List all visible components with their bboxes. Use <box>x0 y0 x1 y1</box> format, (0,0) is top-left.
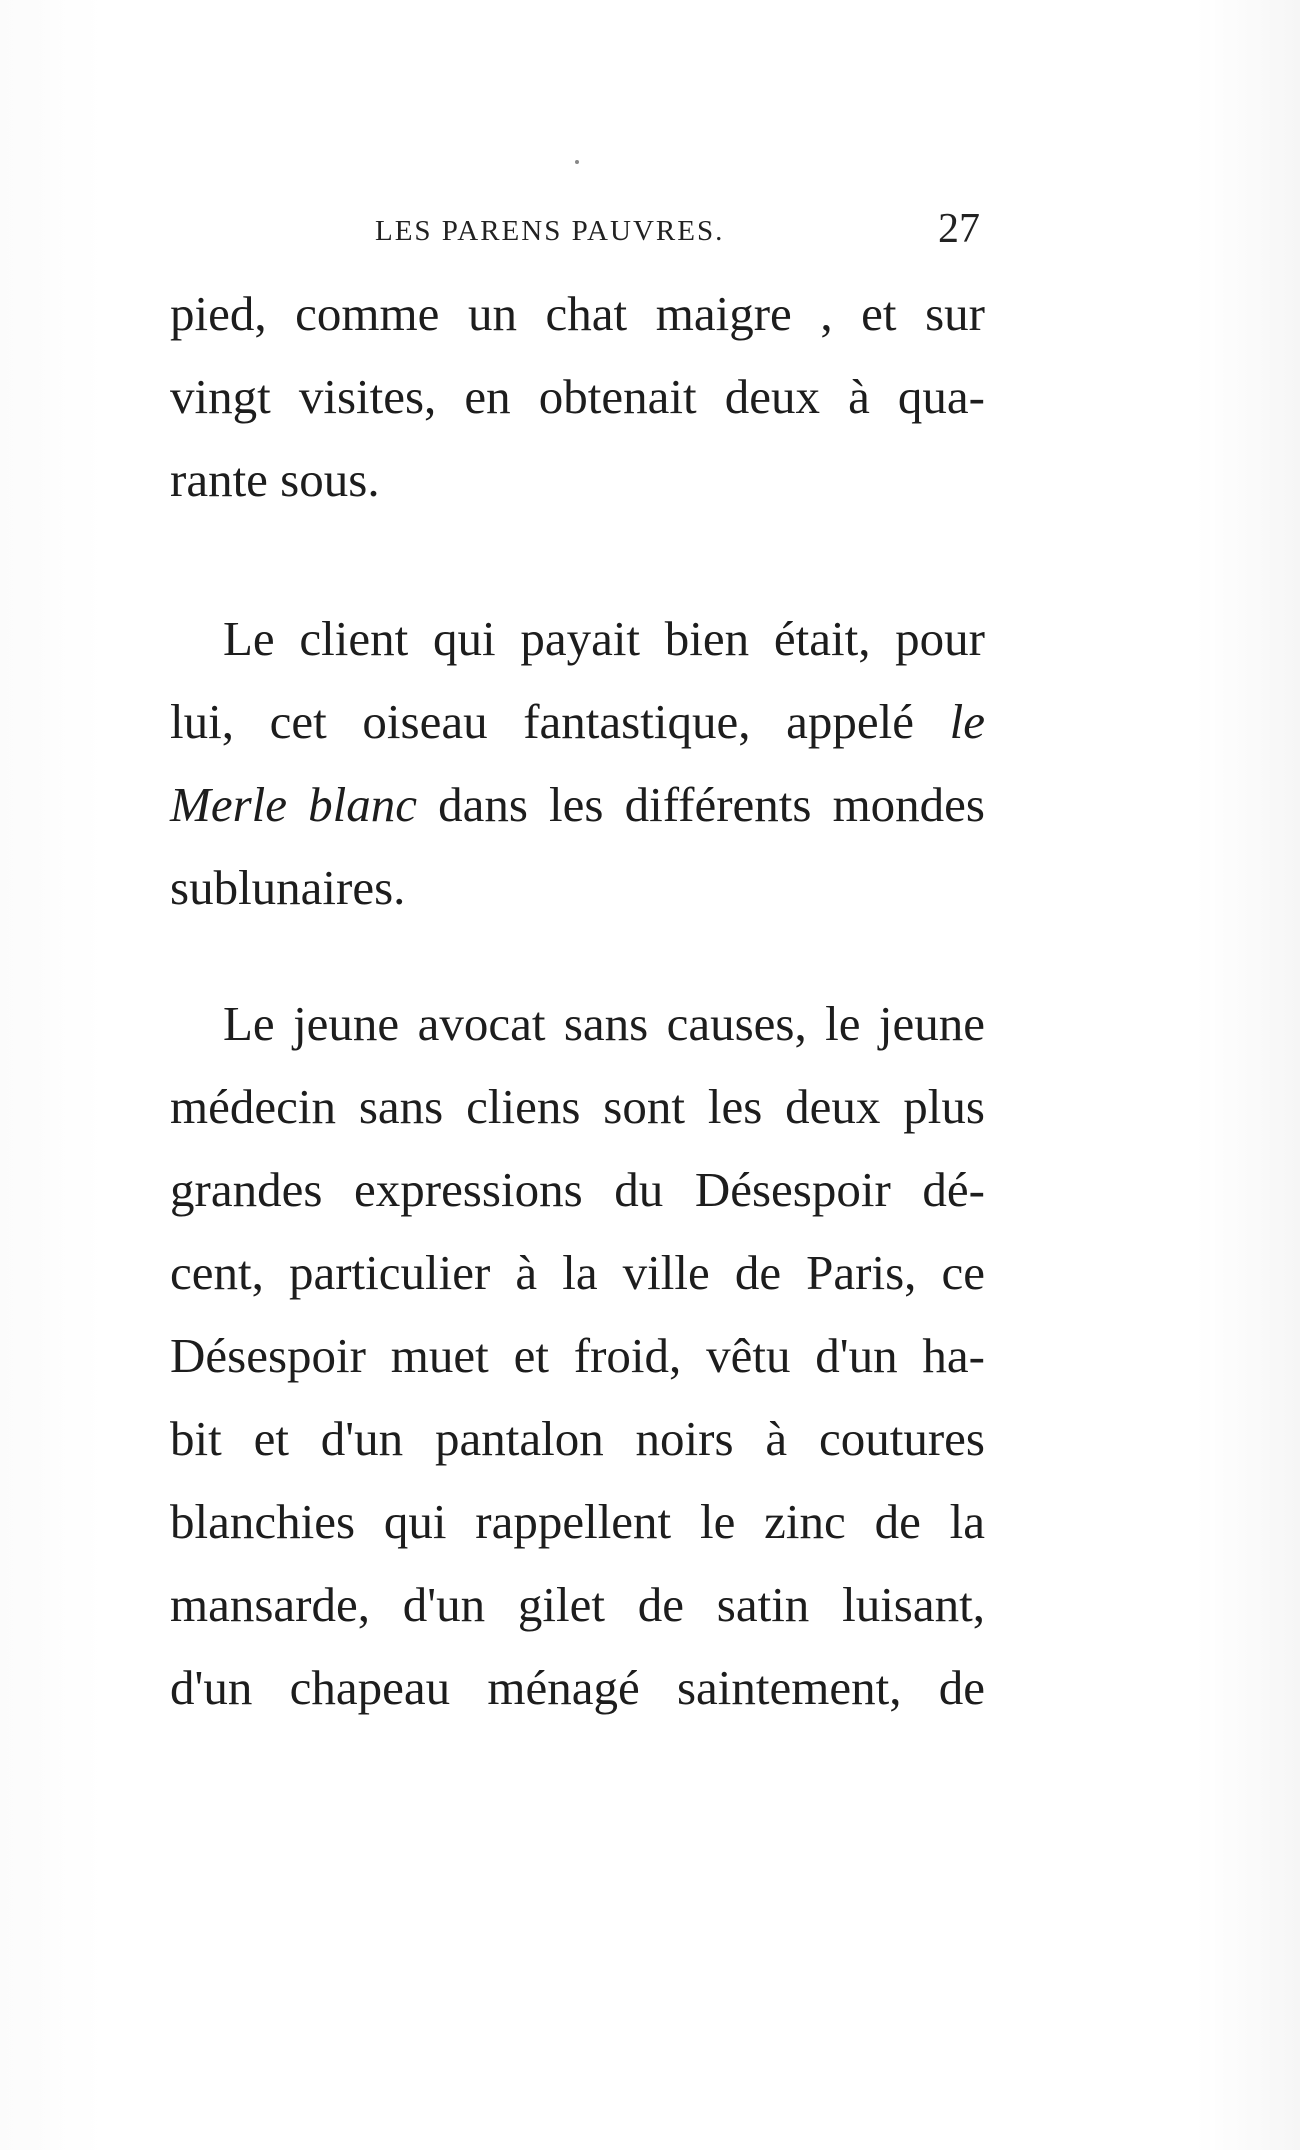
text-line: Le client qui payait bien était, pour <box>223 611 985 666</box>
text-line: mansarde, d'un gilet de satin luisant, <box>170 1577 985 1632</box>
paragraph-3 <box>170 982 985 1729</box>
text-line: sublunaires. <box>170 860 406 915</box>
page-number: 27 <box>938 206 980 252</box>
paragraph-1 <box>170 272 985 521</box>
text-line: Désespoir muet et froid, vêtu d'un ha- <box>170 1328 985 1383</box>
text-line: d'un chapeau ménagé saintement, de <box>170 1660 985 1715</box>
paragraph-2 <box>170 597 985 929</box>
text-line: grandes expressions du Désespoir dé- <box>170 1162 985 1217</box>
italic-text: Merle blanc <box>170 777 417 832</box>
text-line: blanchies qui rappellent le zinc de la <box>170 1494 985 1549</box>
text-line <box>170 763 985 846</box>
page-header <box>170 205 980 265</box>
text-line: pied, comme un chat maigre , et sur <box>170 286 985 341</box>
text-line: médecin sans cliens sont les deux plus <box>170 1079 985 1134</box>
text-line: bit et d'un pantalon noirs à coutures <box>170 1411 985 1466</box>
running-head: LES PARENS PAUVRES. <box>375 215 725 247</box>
text-segment: dans les différents mondes <box>416 777 985 832</box>
text-segment: lui, cet oiseau fantastique, appelé <box>170 694 950 749</box>
text-line: cent, particulier à la ville de Paris, ce <box>170 1245 985 1300</box>
text-line: Le jeune avocat sans causes, le jeune <box>223 996 985 1051</box>
text-line: rante sous. <box>170 452 380 507</box>
text-line: vingt visites, en obtenait deux à qua- <box>170 369 985 424</box>
italic-text: le <box>949 694 985 749</box>
text-line <box>170 680 985 763</box>
ink-fleck <box>575 160 579 164</box>
